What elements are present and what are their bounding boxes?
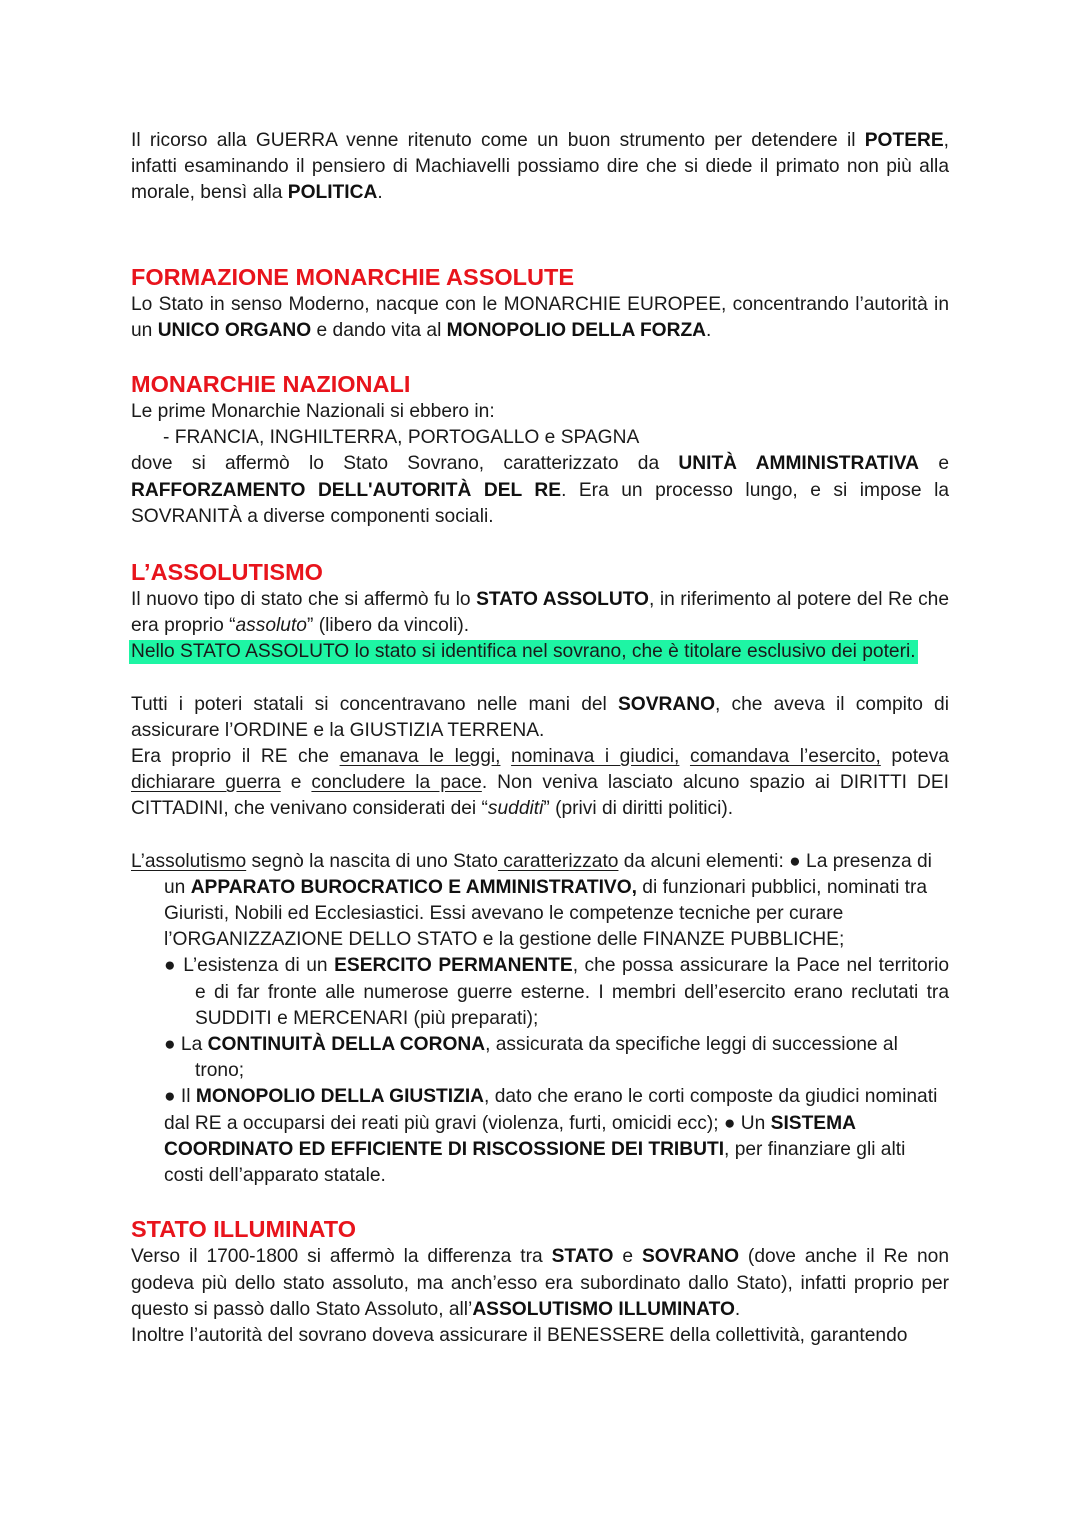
bullet-text: ● L’esistenza di un (164, 955, 335, 977)
text: (dove anche il Re non godeva più dello stato assoluto, ma anch’esso era subordinato dallo Stato), infatti proprio per questo si passò dallo Stato Assoluto, all’ (131, 1246, 950, 1320)
underlined-text: caratterizzato (497, 850, 619, 872)
heading-assolutismo: L’ASSOLUTISMO (131, 559, 323, 586)
intro-paragraph (131, 128, 949, 207)
sovrano-paragraph (131, 692, 949, 744)
bullet-esercito (131, 953, 949, 1032)
text (500, 746, 511, 767)
underlined-text: dichiarare guerra (131, 772, 281, 794)
highlighted-definition (131, 639, 949, 665)
text: , dato che erano le corti composte da giudici nominati dal RE a occuparsi dei reati più gravi (violenza, furti, omicidi ecc); ● Un (164, 1086, 938, 1134)
bullet-corona (131, 1032, 949, 1084)
bold-text: ESERCITO PERMANENTE (334, 955, 573, 977)
text: e dando vita al (311, 319, 447, 341)
text: Verso il 1700-1800 si affermò la differenza tra (131, 1246, 552, 1268)
heading-stato-illuminato: STATO ILLUMINATO (131, 1216, 356, 1243)
bold-text: ASSOLUTISMO ILLUMINATO (472, 1298, 735, 1320)
bold-text: STATO ASSOLUTO (476, 589, 649, 611)
italic-text: sudditi (487, 798, 544, 820)
text: Il ricorso alla GUERRA venne ritenuto come un buon strumento per detendere il (131, 130, 865, 151)
elementi-paragraph (131, 849, 949, 954)
text (679, 746, 690, 767)
text: , che aveva il compito di assicurare l’ORDINE e la GIUSTIZIA TERRENA. (131, 693, 949, 741)
bold-text: SOVRANO (641, 1246, 739, 1268)
text: . (734, 1298, 741, 1320)
text: e (613, 1246, 642, 1268)
underlined-text: comandava l’esercito, (689, 746, 881, 768)
text: , per finanziare gli alti costi dell’apparato statale. (164, 1138, 906, 1187)
text: Il nuovo tipo di stato che si affermò fu lo (131, 589, 477, 611)
text: . Non veniva lasciato alcuno spazio ai DIRITTI DEI CITTADINI, che venivano considerati dei “ (131, 772, 949, 820)
text: , in riferimento al potere del Re che era proprio “ (131, 589, 950, 637)
text: , assicurata da specifiche leggi di successione al trono; (195, 1034, 898, 1082)
bold-text: SISTEMA COORDINATO ED EFFICIENTE DI RISCOSSIONE DEI TRIBUTI (164, 1112, 856, 1160)
assolutismo-paragraph (131, 587, 949, 639)
underlined-text: concludere la pace (311, 772, 482, 794)
bullet-text: ● Il (164, 1086, 196, 1108)
bold-text: UNITÀ AMMINISTRATIVA (678, 453, 920, 475)
text: ” (privi di diritti politici). (543, 798, 734, 820)
bullet-giustizia (131, 1084, 949, 1189)
text: Era proprio il RE che (131, 746, 340, 768)
formazione-paragraph (131, 292, 949, 344)
text: , infatti esaminando il pensiero di Machiavelli possiamo dire che si diede il primato non più alla morale, bensì alla (131, 130, 949, 204)
text: poteva (880, 746, 949, 768)
nazionali-paragraph (131, 451, 949, 530)
text: e (919, 453, 949, 475)
text: . Era un processo lungo, e si impose la SOVRANITÀ a diverse componenti sociali. (131, 479, 949, 527)
nazionali-list-item: - FRANCIA, INGHILTERRA, PORTOGALLO e SPAGNA (163, 427, 640, 449)
text: ” (libero da vincoli). (306, 615, 470, 637)
illuminato-paragraph (131, 1244, 949, 1323)
bold-text: MONOPOLIO DELLA FORZA (446, 319, 707, 341)
bold-text: POTERE (864, 130, 944, 151)
bullet-text: ● La (164, 1034, 208, 1056)
text: segnò la nascita di uno Stato (246, 850, 498, 872)
bold-text: APPARATO BUROCRATICO E AMMINISTRATIVO, (190, 876, 637, 898)
text: Tutti i poteri statali si concentravano nelle mani del (131, 693, 618, 715)
text: , che possa assicurare la Pace nel territorio e di far fronte alle numerose guerre esterne. I membri dell’esercito erano reclutati tra SUDDITI e MERCENARI (più preparati); (195, 955, 950, 1029)
illuminato-last-line: Inoltre l’autorità del sovrano doveva assicurare il BENESSERE della collettività, garantendo (131, 1324, 908, 1346)
text: dove si affermò lo Stato Sovrano, caratterizzato da (131, 453, 679, 475)
nazionali-intro: Le prime Monarchie Nazionali si ebbero in: (131, 401, 495, 423)
bold-text: POLITICA (287, 182, 378, 204)
underlined-text: L’assolutismo (131, 850, 247, 872)
heading-monarchie-nazionali: MONARCHIE NAZIONALI (131, 371, 411, 398)
re-poteri-paragraph (131, 744, 949, 823)
document-page (131, 128, 949, 1349)
text: . (377, 182, 383, 204)
underlined-text: nominava i giudici, (511, 746, 680, 768)
text: Lo Stato in senso Moderno, nacque con le MONARCHIE EUROPEE, concentrando l’autorità in un (131, 293, 949, 341)
bold-text: MONOPOLIO DELLA GIUSTIZIA (195, 1086, 485, 1108)
bold-text: UNICO ORGANO (157, 319, 312, 341)
heading-formazione-monarchie-assolute: FORMAZIONE MONARCHIE ASSOLUTE (131, 263, 575, 290)
text: di funzionari pubblici, nominati tra Giuristi, Nobili ed Ecclesiastici. Essi avevano le competenze tecniche per curare l’ORGANIZZAZIONE DELLO STATO e la gestione delle FINANZE PUBBLICHE; (164, 876, 928, 951)
bold-text: RAFFORZAMENTO DELL'AUTORITÀ DEL RE (131, 479, 562, 501)
text: e (280, 772, 312, 794)
bold-text: CONTINUITÀ DELLA CORONA (207, 1034, 486, 1056)
underlined-text: emanava le leggi, (339, 746, 501, 768)
text: . (706, 319, 712, 341)
text: da alcuni elementi: ● La presenza di un (164, 850, 932, 898)
italic-text: assoluto (235, 615, 307, 637)
highlight: Nello STATO ASSOLUTO lo stato si identifica nel sovrano, che è titolare esclusivo dei poteri. (131, 641, 916, 663)
bold-text: SOVRANO (618, 693, 716, 715)
bold-text: STATO (551, 1246, 614, 1268)
